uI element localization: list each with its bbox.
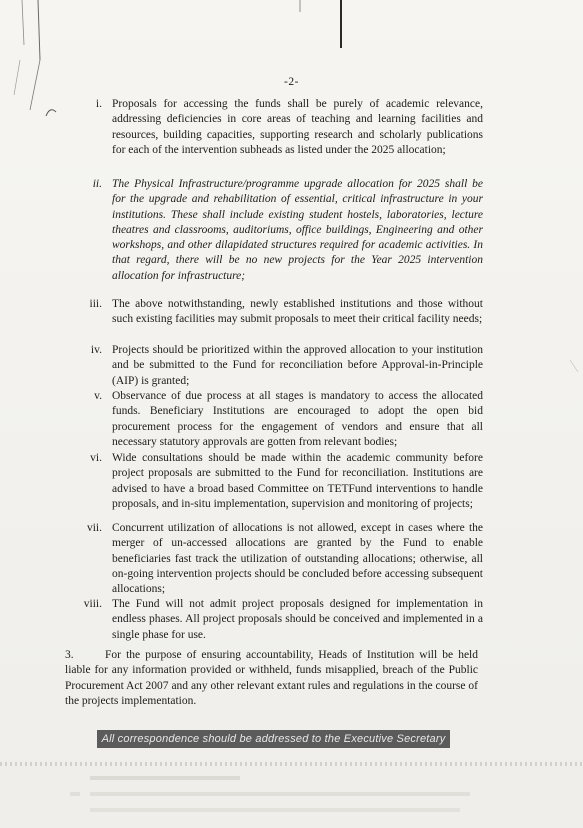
list-item-number: viii. (83, 598, 102, 610)
list-item-number: i. (95, 98, 102, 110)
list-item-number: ii. (92, 178, 102, 190)
list-item-number: vii. (86, 522, 102, 534)
list-item-text: Wide consultations should be made within the academic community before project proposals are submitted to the Fund for reconciliation. Institutions are advised to have a broad based Committee on TETFund interventions to handle proposals, and in-situ implementation, supervision and monitoring of projects; (112, 452, 483, 510)
list-item-text: The Fund will not admit project proposals designed for implementation in endless phases. All project proposals should be conceived and implemented in a single phase for use. (112, 598, 483, 641)
list-item-number: v. (94, 390, 102, 402)
scan-smudge (0, 762, 583, 766)
paragraph-3 (65, 648, 478, 709)
list-item-number: vi. (90, 452, 102, 464)
page-number: -2- (284, 76, 299, 88)
paragraph-text: For the purpose of ensuring accountability, Heads of Institution will be held liable for any information provided or withheld, funds misapplied, breach of the Public Procurement Act 2007 and any other relevant extant rules and regulations in the course of the projects implementation. (65, 649, 478, 707)
list-item-number: iv. (90, 344, 102, 356)
bleed-through-text (0, 768, 583, 828)
list-item-text: The Physical Infrastructure/programme upgrade allocation for 2025 shall be for the upgrade and rehabilitation of essential, critical infrastructure in your institutions. These shall include existing student hostels, laboratories, lecture theatres and classrooms, auditoriums, office buildings, Engineering and other workshops, and other dilapidated structures required for academic activities. In that regard, there will be no new projects for the Year 2025 intervention allocation for infrastructure; (112, 178, 483, 282)
list-item-text: Projects should be prioritized within the approved allocation to your institution and be submitted to the Fund for reconciliation before Approval-in-Principle (AIP) is granted; (112, 344, 483, 387)
list-item-number: iii. (89, 298, 102, 310)
paragraph-number: 3. (65, 649, 74, 661)
list-item-text: The above notwithstanding, newly established institutions and those without such existing facilities may submit proposals to meet their critical facility needs; (112, 298, 483, 326)
footer-banner: All correspondence should be addressed to the Executive Secretary (97, 730, 450, 748)
list-item-text: Proposals for accessing the funds shall be purely of academic relevance, addressing deficiencies in core areas of teaching and learning facilities and resources, building capacities, supporting research and scholarly publications for each of the intervention subheads as listed under the 2025 allocation; (112, 98, 483, 156)
list-item-text: Concurrent utilization of allocations is not allowed, except in cases where the merger of un-accessed allocations are granted by the Fund to enable beneficiaries fast track the utilization of outstanding allocations; otherwise, all on-going intervention projects should be concluded before accessing subsequent allocations; (112, 522, 483, 596)
list-item-text: Observance of due process at all stages is mandatory to access the allocated funds. Beneficiary Institutions are encouraged to adopt the open bid procurement process for the engagement of vendors and ensure that all necessary statutory approvals are gotten from relevant bodies; (112, 390, 483, 448)
